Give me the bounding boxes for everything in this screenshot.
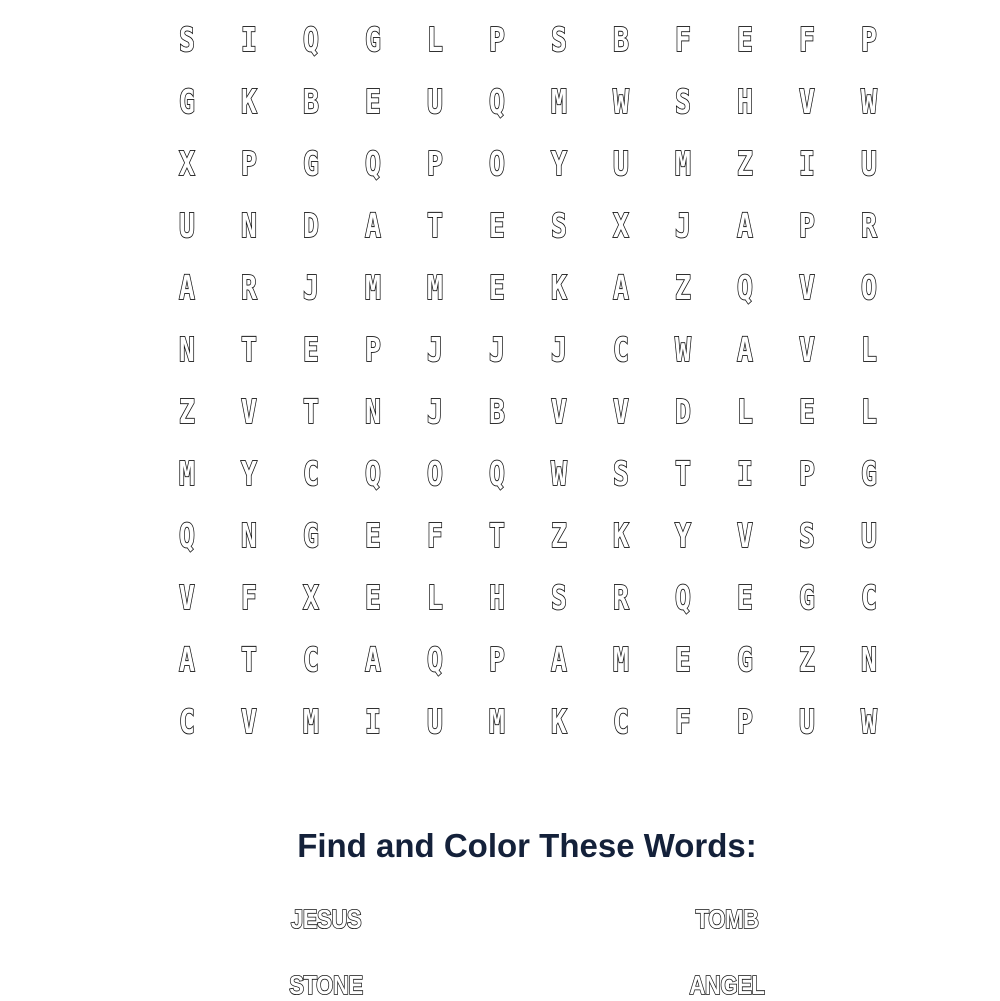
grid-letter[interactable]: S <box>799 515 815 555</box>
grid-letter[interactable]: N <box>179 329 195 369</box>
grid-letter[interactable]: I <box>737 453 753 493</box>
grid-letter[interactable]: F <box>427 515 443 555</box>
word-list-item: ANGEL <box>689 970 765 1000</box>
grid-letter[interactable]: T <box>303 391 319 431</box>
grid-letter[interactable]: I <box>365 701 381 741</box>
grid-letter[interactable]: P <box>489 19 505 59</box>
grid-letter[interactable]: W <box>551 453 567 493</box>
grid-letter[interactable]: J <box>303 267 319 307</box>
grid-letter[interactable]: K <box>551 267 567 307</box>
grid-letter[interactable]: U <box>861 143 877 183</box>
grid-letter[interactable]: R <box>241 267 257 307</box>
grid-letter[interactable]: P <box>241 143 257 183</box>
grid-letter[interactable]: R <box>613 577 629 617</box>
grid-letter[interactable]: M <box>179 453 195 493</box>
grid-letter[interactable]: P <box>861 19 877 59</box>
grid-letter[interactable]: X <box>303 577 319 617</box>
grid-letter[interactable]: E <box>737 19 753 59</box>
grid-letter[interactable]: T <box>675 453 691 493</box>
grid-letter[interactable]: E <box>365 577 381 617</box>
grid-letter[interactable]: Q <box>365 143 381 183</box>
grid-letter[interactable]: Z <box>675 267 691 307</box>
grid-letter[interactable]: P <box>427 143 443 183</box>
grid-letter[interactable]: E <box>799 391 815 431</box>
grid-letter[interactable]: N <box>241 205 257 245</box>
grid-letter[interactable]: N <box>365 391 381 431</box>
grid-letter[interactable]: U <box>427 81 443 121</box>
grid-letter[interactable]: M <box>613 639 629 679</box>
grid-letter[interactable]: D <box>303 205 319 245</box>
grid-letter[interactable]: Z <box>799 639 815 679</box>
grid-letter[interactable]: A <box>737 329 753 369</box>
grid-letter[interactable]: U <box>179 205 195 245</box>
grid-letter[interactable]: K <box>551 701 567 741</box>
grid-letter[interactable]: U <box>799 701 815 741</box>
grid-letter[interactable]: S <box>551 577 567 617</box>
grid-letter[interactable]: P <box>737 701 753 741</box>
grid-letter[interactable]: U <box>861 515 877 555</box>
grid-letter[interactable]: S <box>675 81 691 121</box>
grid-letter[interactable]: V <box>551 391 567 431</box>
grid-letter[interactable]: Y <box>241 453 257 493</box>
grid-letter[interactable]: T <box>241 329 257 369</box>
grid-letter[interactable]: W <box>613 81 629 121</box>
grid-letter[interactable]: A <box>365 205 381 245</box>
grid-letter[interactable]: V <box>799 81 815 121</box>
grid-letter[interactable]: F <box>675 19 691 59</box>
grid-letter[interactable]: P <box>365 329 381 369</box>
grid-letter[interactable]: A <box>179 267 195 307</box>
word-list-title: Find and Color These Words: <box>297 827 757 864</box>
grid-letter[interactable]: K <box>613 515 629 555</box>
grid-letter[interactable]: P <box>489 639 505 679</box>
grid-letter[interactable]: A <box>551 639 567 679</box>
grid-letter[interactable]: O <box>427 453 443 493</box>
grid-letter[interactable]: W <box>675 329 691 369</box>
grid-letter[interactable]: V <box>737 515 753 555</box>
grid-letter[interactable]: D <box>675 391 691 431</box>
grid-letter[interactable]: E <box>303 329 319 369</box>
grid-letter[interactable]: V <box>799 267 815 307</box>
grid-letter[interactable]: V <box>241 391 257 431</box>
grid-letter[interactable]: C <box>613 329 629 369</box>
grid-letter[interactable]: T <box>241 639 257 679</box>
grid-letter[interactable]: S <box>551 205 567 245</box>
grid-letter[interactable]: J <box>489 329 505 369</box>
grid-letter[interactable]: X <box>179 143 195 183</box>
grid-letter[interactable]: F <box>241 577 257 617</box>
grid-letter[interactable]: Q <box>737 267 753 307</box>
grid-letter[interactable]: P <box>799 205 815 245</box>
grid-letter[interactable]: G <box>179 81 195 121</box>
grid-letter[interactable]: N <box>861 639 877 679</box>
grid-letter[interactable]: Q <box>365 453 381 493</box>
grid-letter[interactable]: G <box>303 515 319 555</box>
grid-letter[interactable]: N <box>241 515 257 555</box>
grid-letter[interactable]: T <box>427 205 443 245</box>
grid-letter[interactable]: E <box>365 81 381 121</box>
grid-letter[interactable]: C <box>303 453 319 493</box>
grid-letter[interactable]: M <box>675 143 691 183</box>
grid-letter[interactable]: Z <box>179 391 195 431</box>
grid-letter[interactable]: Z <box>551 515 567 555</box>
word-list-item: TOMB <box>695 904 759 934</box>
grid-letter[interactable]: H <box>489 577 505 617</box>
grid-letter[interactable]: G <box>799 577 815 617</box>
grid-letter[interactable]: S <box>613 453 629 493</box>
grid-letter[interactable]: E <box>737 577 753 617</box>
grid-letter[interactable]: F <box>799 19 815 59</box>
grid-letter[interactable]: I <box>799 143 815 183</box>
grid-letter[interactable]: B <box>489 391 505 431</box>
grid-letter[interactable]: U <box>427 701 443 741</box>
grid-letter[interactable]: V <box>241 701 257 741</box>
grid-letter[interactable]: H <box>737 81 753 121</box>
grid-letter[interactable]: M <box>427 267 443 307</box>
grid-letter[interactable]: R <box>861 205 877 245</box>
grid-letter[interactable]: Q <box>675 577 691 617</box>
grid-letter[interactable]: B <box>613 19 629 59</box>
grid-letter[interactable]: A <box>179 639 195 679</box>
grid-letter[interactable]: X <box>613 205 629 245</box>
word-list-item: JESUS <box>290 904 362 934</box>
grid-letter[interactable]: Q <box>179 515 195 555</box>
grid-letter[interactable]: Q <box>489 453 505 493</box>
grid-letter[interactable]: V <box>613 391 629 431</box>
grid-letter[interactable]: Q <box>489 81 505 121</box>
grid-letter[interactable]: O <box>861 267 877 307</box>
word-list-item: STONE <box>289 970 363 1000</box>
grid-letter[interactable]: W <box>861 81 877 121</box>
grid-letter[interactable]: E <box>489 267 505 307</box>
grid-letter[interactable]: E <box>365 515 381 555</box>
grid-letter[interactable]: L <box>737 391 753 431</box>
grid-letter[interactable]: J <box>427 329 443 369</box>
grid-letter[interactable]: J <box>675 205 691 245</box>
grid-letter[interactable]: Q <box>427 639 443 679</box>
grid-letter[interactable]: F <box>675 701 691 741</box>
grid-letter[interactable]: A <box>365 639 381 679</box>
grid-letter[interactable]: K <box>241 81 257 121</box>
grid-letter[interactable]: A <box>737 205 753 245</box>
grid-letter[interactable]: C <box>303 639 319 679</box>
grid-letter[interactable]: B <box>303 81 319 121</box>
grid-letter[interactable]: A <box>613 267 629 307</box>
grid-letter[interactable]: T <box>489 515 505 555</box>
grid-letter[interactable]: M <box>489 701 505 741</box>
grid-letter[interactable]: V <box>179 577 195 617</box>
grid-letter[interactable]: E <box>489 205 505 245</box>
grid-letter[interactable]: V <box>799 329 815 369</box>
grid-letter[interactable]: G <box>737 639 753 679</box>
grid-letter[interactable]: L <box>427 577 443 617</box>
grid-letter[interactable]: Y <box>675 515 691 555</box>
grid-letter[interactable]: C <box>179 701 195 741</box>
grid-letter[interactable]: M <box>303 701 319 741</box>
grid-letter[interactable]: L <box>427 19 443 59</box>
grid-letter[interactable]: Z <box>737 143 753 183</box>
grid-letter[interactable]: O <box>489 143 505 183</box>
grid-letter[interactable]: P <box>799 453 815 493</box>
grid-letter[interactable]: C <box>861 577 877 617</box>
grid-letter[interactable]: S <box>179 19 195 59</box>
grid-letter[interactable]: Q <box>303 19 319 59</box>
grid-letter[interactable]: U <box>613 143 629 183</box>
grid-letter[interactable]: J <box>427 391 443 431</box>
grid-letter[interactable]: J <box>551 329 567 369</box>
grid-letter[interactable]: L <box>861 329 877 369</box>
grid-letter[interactable]: E <box>675 639 691 679</box>
grid-letter[interactable]: W <box>861 701 877 741</box>
grid-letter[interactable]: C <box>613 701 629 741</box>
grid-letter[interactable]: G <box>365 19 381 59</box>
grid-letter[interactable]: L <box>861 391 877 431</box>
grid-letter[interactable]: Y <box>551 143 567 183</box>
grid-letter[interactable]: I <box>241 19 257 59</box>
grid-letter[interactable]: G <box>303 143 319 183</box>
grid-letter[interactable]: M <box>551 81 567 121</box>
grid-letter[interactable]: S <box>551 19 567 59</box>
grid-letter[interactable]: G <box>861 453 877 493</box>
letter-grid <box>156 8 900 752</box>
grid-letter[interactable]: M <box>365 267 381 307</box>
